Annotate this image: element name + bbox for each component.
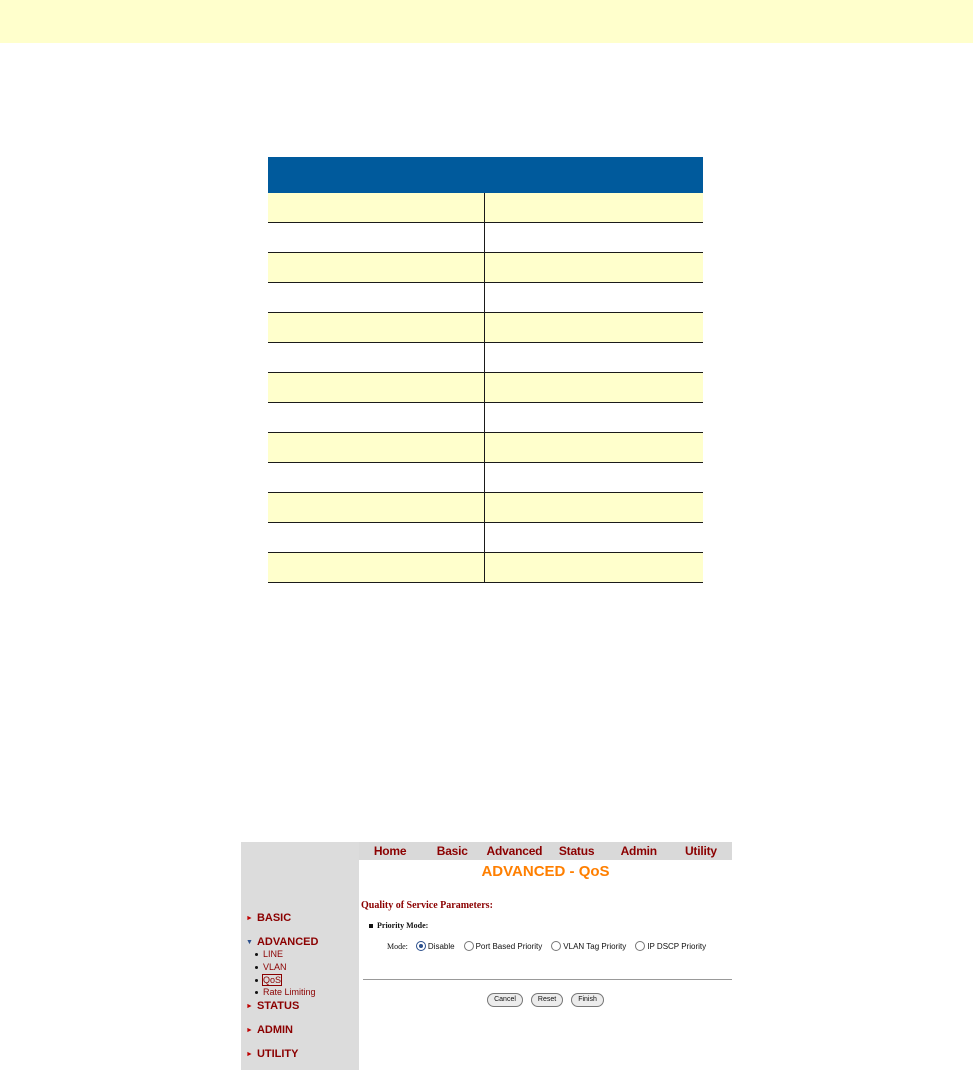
table-cell <box>268 313 485 343</box>
sidebar-item-utility[interactable] <box>246 1048 299 1060</box>
sidebar-sub-line[interactable] <box>255 949 283 959</box>
bullet-icon <box>255 991 258 994</box>
radio-icon[interactable] <box>635 941 645 951</box>
table-cell <box>268 343 485 373</box>
button-row <box>359 993 732 1007</box>
table-cell <box>485 253 704 283</box>
sidebar-item-admin[interactable] <box>246 1024 293 1036</box>
sidebar-item-label: STATUS <box>256 1000 300 1012</box>
mode-option-disable[interactable] <box>416 941 455 951</box>
sidebar-item-basic[interactable] <box>246 912 291 924</box>
tab-advanced[interactable]: Advanced <box>486 844 543 858</box>
table-row <box>268 313 703 343</box>
table-cell <box>268 223 485 253</box>
priority-mode-label: Priority Mode: <box>377 921 429 930</box>
mode-option-label: Port Based Priority <box>475 941 543 951</box>
tab-home[interactable]: Home <box>373 844 407 858</box>
radio-icon[interactable] <box>464 941 474 951</box>
arrow-right-icon: ► <box>246 1002 253 1010</box>
table-cell <box>268 463 485 493</box>
table-cell <box>268 283 485 313</box>
divider <box>363 979 732 980</box>
table-cell <box>485 493 704 523</box>
sidebar-sub-qos[interactable] <box>255 975 281 985</box>
top-banner <box>0 0 973 43</box>
table-header-cell <box>268 157 485 193</box>
radio-checked-icon[interactable] <box>416 941 426 951</box>
sidebar-item-label: UTILITY <box>256 1048 299 1060</box>
table-cell <box>485 373 704 403</box>
bullet-icon <box>255 979 258 982</box>
mode-option-label: Disable <box>427 941 455 951</box>
sidebar-sub-label: VLAN <box>263 962 287 972</box>
cancel-button[interactable]: Cancel <box>487 993 523 1007</box>
section-title: Quality of Service Parameters: <box>361 900 493 911</box>
table-cell <box>268 373 485 403</box>
table-cell <box>485 403 704 433</box>
sidebar-item-label: ADVANCED <box>256 936 319 948</box>
table-row <box>268 253 703 283</box>
table-row <box>268 463 703 493</box>
mode-option-label: IP DSCP Priority <box>647 941 707 951</box>
priority-mode-heading <box>369 921 428 930</box>
page-title: ADVANCED - QoS <box>481 863 610 880</box>
table-row <box>268 403 703 433</box>
arrow-down-icon: ▼ <box>246 938 253 946</box>
table-header-row <box>268 157 703 193</box>
sidebar-item-status[interactable] <box>246 1000 299 1012</box>
mode-option-ip-dscp[interactable] <box>635 941 706 951</box>
table-cell <box>485 193 704 223</box>
table-cell <box>268 403 485 433</box>
table-cell <box>485 343 704 373</box>
table-cell <box>268 433 485 463</box>
table-row <box>268 433 703 463</box>
sidebar-sub-label: QoS <box>263 975 282 985</box>
top-nav <box>359 842 732 860</box>
arrow-right-icon: ► <box>246 1026 253 1034</box>
parameter-table <box>268 157 703 583</box>
square-bullet-icon <box>369 924 373 928</box>
reset-button[interactable]: Reset <box>531 993 563 1007</box>
table-cell <box>268 523 485 553</box>
table-row <box>268 553 703 583</box>
table-cell <box>485 223 704 253</box>
table-cell <box>268 253 485 283</box>
table-cell <box>485 313 704 343</box>
tab-admin[interactable]: Admin <box>620 844 657 858</box>
mode-label: Mode: <box>387 941 408 951</box>
arrow-right-icon: ► <box>246 914 253 922</box>
table-header-cell <box>485 157 704 193</box>
table-cell <box>268 193 485 223</box>
tab-utility[interactable]: Utility <box>684 844 717 858</box>
embedded-screenshot <box>241 842 732 1070</box>
sidebar-sub-label: Rate Limiting <box>263 987 316 997</box>
table-row <box>268 493 703 523</box>
bullet-icon <box>255 953 258 956</box>
mode-option-port-based[interactable] <box>464 941 543 951</box>
sidebar-item-label: ADMIN <box>256 1024 293 1036</box>
table-cell <box>485 523 704 553</box>
sidebar-item-advanced[interactable] <box>246 936 318 948</box>
table-row <box>268 193 703 223</box>
table-cell <box>485 283 704 313</box>
tab-status[interactable]: Status <box>558 844 595 858</box>
finish-button[interactable]: Finish <box>571 993 604 1007</box>
main-content <box>359 842 732 1070</box>
table-cell <box>268 493 485 523</box>
bullet-icon <box>255 966 258 969</box>
sidebar-item-label: BASIC <box>256 912 292 924</box>
sidebar-sub-vlan[interactable] <box>255 962 287 972</box>
mode-option-label: VLAN Tag Priority <box>563 941 627 951</box>
sidebar-sub-rate-limiting[interactable] <box>255 987 316 997</box>
table-cell <box>485 463 704 493</box>
radio-icon[interactable] <box>551 941 561 951</box>
table-row <box>268 283 703 313</box>
tab-basic[interactable]: Basic <box>436 844 468 858</box>
sidebar <box>241 842 359 1070</box>
table-cell <box>485 553 704 583</box>
table-row <box>268 523 703 553</box>
table-row <box>268 373 703 403</box>
table-row <box>268 343 703 373</box>
table-cell <box>485 433 704 463</box>
table-cell <box>268 553 485 583</box>
table-row <box>268 223 703 253</box>
sidebar-sub-label: LINE <box>263 949 284 959</box>
arrow-right-icon: ► <box>246 1050 253 1058</box>
mode-radio-group <box>387 941 715 951</box>
mode-option-vlan-tag[interactable] <box>551 941 626 951</box>
